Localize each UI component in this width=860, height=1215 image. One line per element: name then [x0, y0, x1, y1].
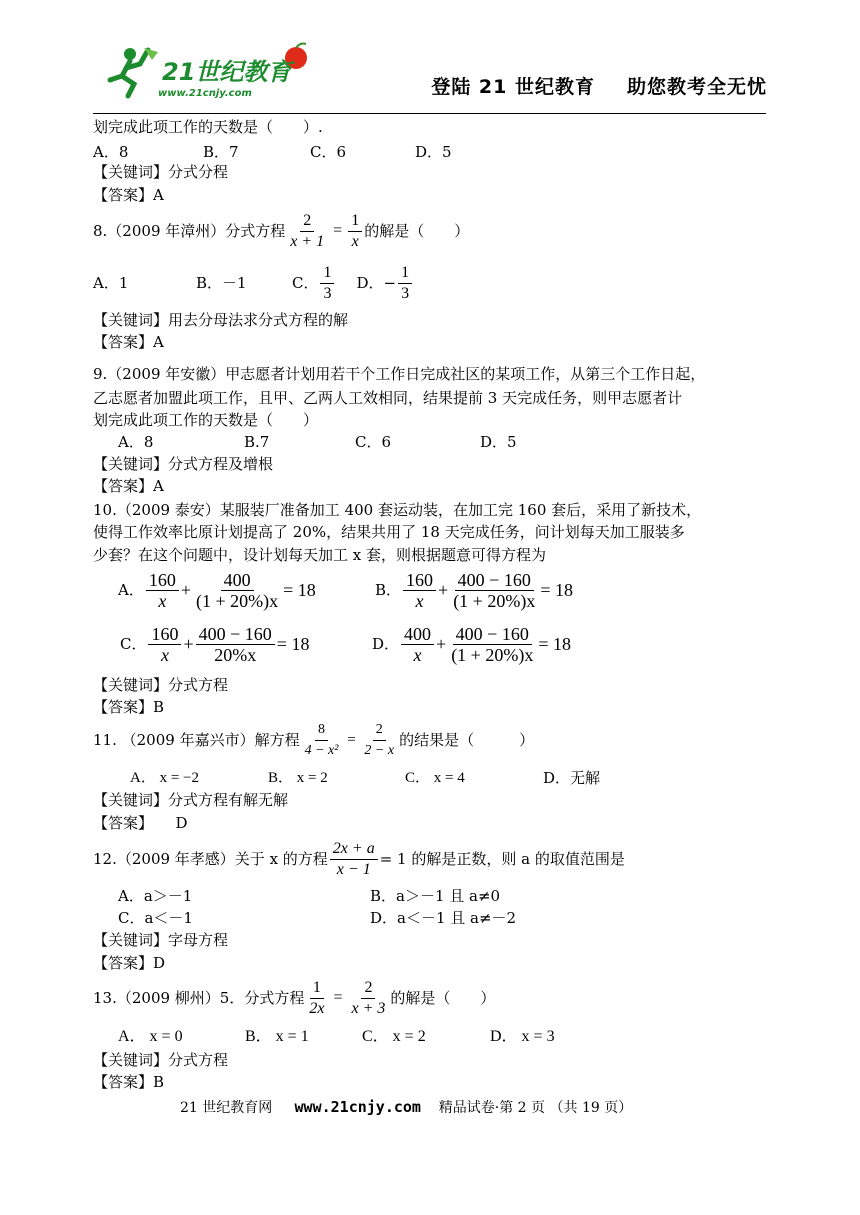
q13-eq-left: [306, 978, 327, 1019]
q10-option-c-den1: x: [160, 644, 169, 665]
q10-option-a-label: A．: [118, 581, 144, 599]
slogan-left: 登陆 21 世纪教育: [431, 76, 595, 98]
q8-stem: [93, 210, 469, 252]
q11-option-d: D．无解: [543, 769, 601, 787]
q13-option-b: B． x = 1: [245, 1028, 309, 1045]
logo-text: 21世纪教育: [162, 58, 292, 86]
q8-eq-left: [287, 211, 327, 252]
q10-option-b: [375, 566, 573, 614]
q10-line-1: 10.（2009 泰安）某服装厂准备加工 400 套运动装，在加工完 160 套后，采用了新技术，: [93, 501, 702, 519]
q10-option-d-num1: 400: [401, 624, 434, 645]
q13-option-d: D． x = 3: [490, 1028, 555, 1045]
footer-url[interactable]: www.21cnjy.com: [294, 1098, 421, 1116]
q7-option-d: D．5: [415, 143, 452, 161]
q12-keyword: 【关键词】字母方程: [93, 931, 229, 949]
q10-option-d-den1: x: [413, 644, 422, 665]
q11-option-a: A． x = −2: [130, 770, 200, 786]
q12-option-b: B．a＞－1 且 a≠0: [370, 887, 501, 905]
q8-option-d-frac: [398, 263, 412, 304]
q13-option-a: A． x = 0: [118, 1028, 183, 1045]
q9-keyword: 【关键词】分式方程及增根: [93, 455, 274, 473]
q10-option-b-den1: x: [415, 590, 424, 611]
header-slogan: [431, 72, 767, 99]
q8-option-d-label: D．−: [356, 274, 397, 292]
q10-option-b-num2: 400 − 160: [455, 570, 534, 591]
q12-stem: [93, 836, 625, 882]
q10-option-b-plus: +: [438, 580, 449, 600]
q10-option-a-rhs: = 18: [283, 580, 316, 600]
q11-eq-mid: =: [343, 732, 360, 748]
q10-option-d-label: D．: [372, 635, 400, 653]
q10-option-b-num1: 160: [403, 570, 436, 591]
q10-option-b-den2: (1 + 20%)x: [453, 590, 536, 611]
q8-eq-right-den: x: [351, 232, 359, 250]
q10-answer: 【答案】B: [93, 698, 165, 716]
q13-answer: 【答案】B: [93, 1073, 165, 1091]
logo: [100, 40, 320, 102]
q11-prefix: 11. （2009 年嘉兴市）解方程: [93, 731, 300, 749]
q10-line-3: 少套？在这个问题中，设计划每天加工 x 套，则根据题意可得方程为: [93, 546, 546, 564]
q10-option-a-den2: (1 + 20%)x: [196, 590, 279, 611]
q10-option-b-frac2: [450, 570, 538, 611]
q9-option-a: A．8: [118, 433, 154, 451]
q9-option-c: C．6: [355, 433, 392, 451]
q9-line-1: 9.（2009 年安徽）甲志愿者计划用若干个工作日完成社区的某项工作，从第三个工作日起，: [93, 365, 706, 383]
q10-option-d: [372, 620, 571, 668]
q13-suffix: 的解是（ ）: [390, 989, 496, 1007]
q10-option-a-frac2: [193, 570, 281, 611]
q10-option-d-rhs: = 18: [538, 634, 571, 654]
q10-option-c-frac1: [148, 624, 181, 665]
q8-option-c-den: 3: [323, 284, 332, 302]
q11-suffix: 的结果是（ ）: [399, 731, 535, 749]
q10-option-a-num2: 400: [221, 570, 254, 591]
q10-option-c-den2: 20%x: [214, 644, 257, 665]
q9-line-3: 划完成此项工作的天数是（ ）: [93, 411, 319, 429]
q13-keyword: 【关键词】分式方程: [93, 1051, 229, 1069]
q8-suffix: 的解是（ ）: [364, 222, 470, 240]
q10-option-b-label: B．: [375, 581, 402, 599]
logo-url: www.21cnjy.com: [158, 88, 252, 99]
q8-option-d-den: 3: [401, 284, 410, 302]
q10-option-c-plus: +: [183, 634, 194, 654]
q10-option-b-frac1: [403, 570, 436, 611]
q9-option-d: D．5: [480, 433, 517, 451]
q8-options: [93, 262, 414, 304]
q11-eq-left-num: 8: [315, 720, 328, 741]
q10-option-c: [120, 620, 309, 668]
q11-eq-left: [302, 720, 342, 761]
q8-keyword: 【关键词】用去分母法求分式方程的解: [93, 311, 349, 329]
q12-answer: 【答案】D: [93, 954, 166, 972]
q11-eq-right-den: 2 − x: [364, 742, 395, 758]
q10-option-a: [118, 566, 316, 614]
q12-eq-num: 2x + a: [330, 839, 378, 860]
q8-option-d-num: 1: [398, 263, 412, 284]
q9-answer: 【答案】A: [93, 477, 164, 495]
footer-page-info: 精品试卷·第 2 页 （共 19 页）: [438, 1100, 633, 1116]
q10-option-a-den1: x: [158, 590, 167, 611]
q8-option-c-frac: [320, 263, 334, 304]
q12-eq: [330, 839, 378, 880]
q8-option-b: B．－1: [196, 274, 247, 292]
q11-eq-right-num: 2: [373, 720, 386, 741]
q10-option-d-den2: (1 + 20%)x: [451, 644, 534, 665]
q7-keyword: 【关键词】分式分程: [93, 163, 229, 181]
footer-site-name: 21 世纪教育网: [180, 1100, 273, 1116]
q10-option-a-plus: +: [180, 580, 191, 600]
q8-eq-right: [348, 211, 362, 252]
slogan-right: 助您教考全无忧: [626, 76, 767, 98]
q11-stem: [93, 718, 534, 762]
q12-suffix: = 1 的解是正数，则 a 的取值范围是: [379, 850, 625, 868]
q7-option-c: C．6: [310, 143, 347, 161]
q12-option-c: C．a＜－1: [118, 909, 193, 927]
q8-option-c-num: 1: [320, 263, 334, 284]
q10-keyword: 【关键词】分式方程: [93, 676, 229, 694]
q10-option-a-num1: 160: [146, 570, 179, 591]
q11-option-c: C． x = 4: [405, 770, 465, 786]
q11-eq-left-den: 4 − x²: [304, 742, 339, 758]
q13-eq-right-num: 2: [361, 978, 375, 999]
q10-option-c-frac2: [196, 624, 275, 665]
q10-option-c-num1: 160: [148, 624, 181, 645]
q9-option-b: B.7: [244, 433, 270, 451]
q13-eq-right-den: x + 3: [351, 999, 386, 1017]
q10-option-d-frac2: [448, 624, 536, 665]
q13-stem: [93, 976, 495, 1020]
q10-option-c-num2: 400 − 160: [196, 624, 275, 645]
q10-option-b-rhs: = 18: [540, 580, 573, 600]
q11-answer: 【答案】 D: [93, 814, 188, 832]
q9-line-2: 乙志愿者加盟此项工作，且甲、乙两人工效相同，结果提前 3 天完成任务，则甲志愿者计: [93, 389, 683, 407]
q13-eq-left-den: 2x: [309, 999, 325, 1017]
q7-option-b: B．7: [203, 143, 239, 161]
q8-eq-left-num: 2: [300, 211, 314, 232]
q8-option-a: A．1: [93, 274, 129, 292]
header-rule: [93, 113, 766, 114]
page-footer: [180, 1097, 632, 1117]
q13-prefix: 13.（2009 柳州）5．分式方程: [93, 989, 305, 1007]
q7-option-a: A．8: [93, 143, 129, 161]
q8-eq-right-num: 1: [348, 211, 362, 232]
q11-eq-right: [361, 720, 397, 761]
q12-eq-den: x − 1: [336, 860, 371, 878]
q7-stem-end: 划完成此项工作的天数是（ ）.: [93, 118, 323, 136]
q10-option-a-frac1: [146, 570, 179, 611]
q10-option-c-label: C．: [120, 635, 147, 653]
q8-eq-mid: =: [329, 222, 347, 239]
q10-option-d-plus: +: [436, 634, 447, 654]
q11-option-b: B． x = 2: [268, 770, 328, 786]
q8-answer: 【答案】A: [93, 333, 164, 351]
q10-line-2: 使得工作效率比原计划提高了 20%，结果共用了 18 天完成任务，问计划每天加工服装多: [93, 523, 685, 541]
q12-option-d: D．a＜－1 且 a≠－2: [370, 909, 517, 927]
q13-eq-right: [348, 978, 388, 1019]
q11-keyword: 【关键词】分式方程有解无解: [93, 791, 289, 809]
q12-option-a: A．a＞－1: [118, 887, 193, 905]
q8-option-c-label: C．: [292, 274, 319, 292]
q8-prefix: 8.（2009 年漳州）分式方程: [93, 222, 286, 240]
q13-eq-mid: =: [329, 989, 347, 1006]
q10-option-c-rhs: = 18: [276, 634, 310, 654]
q8-eq-left-den: x + 1: [290, 232, 325, 250]
runner-icon: [110, 48, 158, 96]
q10-option-d-frac1: [401, 624, 434, 665]
q13-option-c: C． x = 2: [362, 1028, 426, 1045]
q13-eq-left-num: 1: [310, 978, 324, 999]
q7-answer: 【答案】A: [93, 186, 164, 204]
q10-option-d-num2: 400 − 160: [453, 624, 532, 645]
q12-prefix: 12.（2009 年孝感）关于 x 的方程: [93, 850, 328, 868]
